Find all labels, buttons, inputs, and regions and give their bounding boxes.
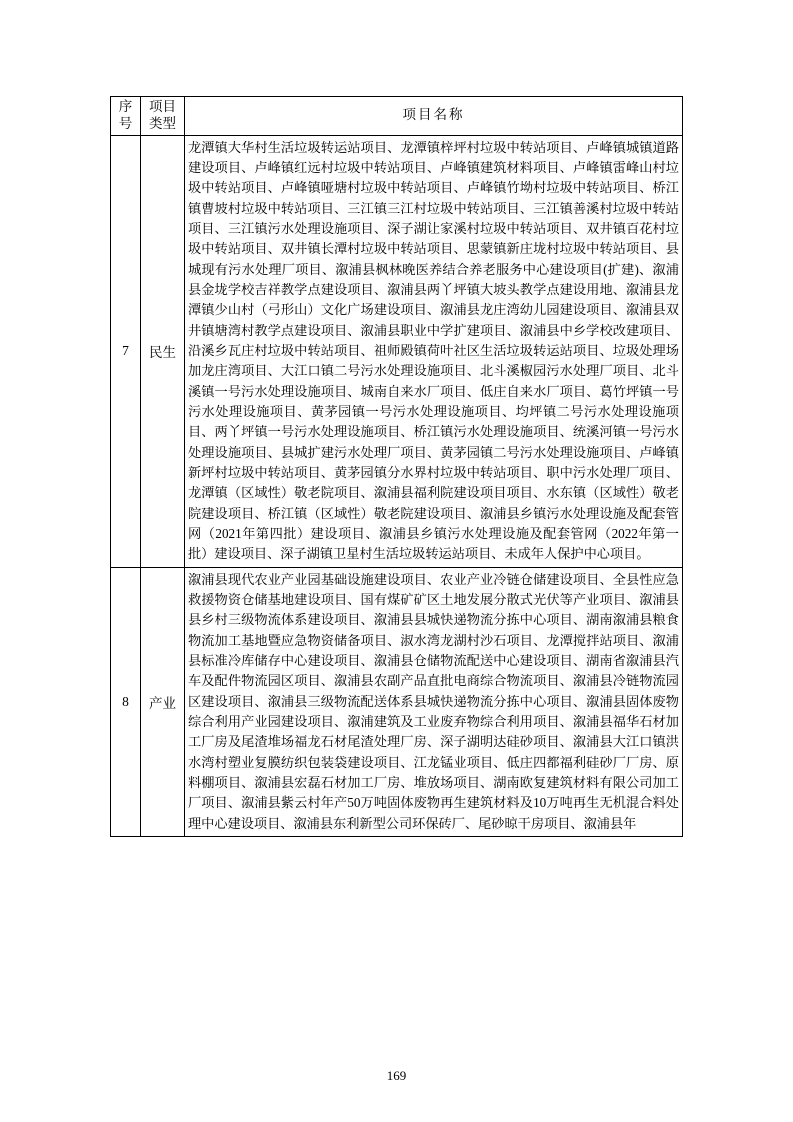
table-header-row	[111, 97, 683, 136]
column-header-seq: 序号	[111, 97, 141, 136]
table-row	[111, 135, 683, 567]
row-seq: 7	[111, 135, 141, 567]
row-project-names: 龙潭镇大华村生活垃圾转运站项目、龙潭镇梓坪村垃圾中转站项目、卢峰镇城镇道路建设项目、卢峰镇红远村垃圾中转站项目、卢峰镇建筑材料项目、卢峰镇雷峰山村垃圾中转站项目、卢峰镇哑塘村垃圾中转站项目、卢峰镇竹坳村垃圾中转站项目、桥江镇曹坡村垃圾中转站项目、三江镇三江村垃圾中转站项目、三江镇善溪村垃圾中转站项目、三江镇污水处理设施项目、深子湖让家溪村垃圾中转站项目、双井镇百花村垃圾中转站项目、双井镇长潭村垃圾中转站项目、思蒙镇新庄垅村垃圾中转站项目、县城现有污水处理厂项目、溆浦县枫林晚医养结合养老服务中心建设项目(扩建)、溆浦县金垅学校吉祥教学点建设项目、溆浦县两丫坪镇大坡头教学点建设用地、溆浦县龙潭镇少山村（弓形山）文化广场建设项目、溆浦县龙庄湾幼儿园建设项目、溆浦县双井镇塘湾村教学点建设项目、溆浦县职业中学扩建项目、溆浦县中乡学校改建项目、沿溪乡瓦庄村垃圾中转站项目、祖师殿镇荷叶社区生活垃圾转运站项目、垃圾处理场加龙庄湾项目、大江口镇二号污水处理设施项目、北斗溪椒园污水处理厂项目、北斗溪镇一号污水处理设施项目、城南自来水厂项目、低庄自来水厂项目、葛竹坪镇一号污水处理设施项目、黄茅园镇一号污水处理设施项目、均坪镇二号污水处理设施项目、两丫坪镇一号污水处理设施项目、桥江镇污水处理设施项目、统溪河镇一号污水处理设施项目、县城扩建污水处理厂项目、黄茅园镇二号污水处理设施项目、卢峰镇新坪村垃圾中转站项目、黄茅园镇分水界村垃圾中转站项目、职中污水处理厂项目、龙潭镇（区域性）敬老院项目、溆浦县福利院建设项目项目、水东镇（区域性）敬老院建设项目、桥江镇（区域性）敬老院建设项目、溆浦县乡镇污水处理设施及配套管网（2021年第四批）建设项目、溆浦县乡镇污水处理设施及配套管网（2022年第一批）建设项目、深子湖镇卫星村生活垃圾转运站项目、未成年人保护中心项目。	[185, 135, 683, 567]
page-number: 169	[386, 1068, 407, 1083]
table-body	[111, 135, 683, 836]
row-type: 民生	[141, 135, 185, 567]
column-header-type: 项目类型	[141, 97, 185, 136]
column-header-name: 项目名称	[185, 97, 683, 136]
table-row	[111, 567, 683, 836]
row-type: 产业	[141, 567, 185, 836]
project-table	[110, 96, 683, 837]
row-project-names: 溆浦县现代农业产业园基础设施建设项目、农业产业冷链仓储建设项目、全县性应急救援物资仓储基地建设项目、国有煤矿矿区土地发展分散式光伏等产业项目、溆浦县县乡村三级物流体系建设项目、溆浦县县城快递物流分拣中心项目、湖南溆浦县粮食物流加工基地暨应急物资储备项目、淑水湾龙湖村沙石项目、龙潭搅拌站项目、溆浦县标准冷库储存中心建设项目、溆浦县仓储物流配送中心建设项目、湖南省溆浦县汽车及配件物流园区项目、溆浦县农副产品直批电商综合物流项目、溆浦县冷链物流园区建设项目、溆浦县三级物流配送体系县城快递物流分拣中心项目、溆浦县固体废物综合利用产业园建设项目、溆浦建筑及工业废弃物综合利用项目、溆浦县福华石材加工厂房及尾渣堆场福龙石材尾渣处理厂房、深子湖明达硅砂项目、溆浦县大江口镇洪水湾村塑业复膜纺织包装袋建设项目、江龙锰业项目、低庄四都福利硅砂厂厂房、原料棚项目、溆浦县宏磊石材加工厂房、堆放场项目、湖南欧复建筑材料有限公司加工厂项目、溆浦县紫云村年产50万吨固体废物再生建筑材料及10万吨再生无机混合料处理中心建设项目、溆浦县东利新型公司环保砖厂、尾砂晾干房项目、溆浦县年	[185, 567, 683, 836]
table-header	[111, 97, 683, 136]
row-seq: 8	[111, 567, 141, 836]
